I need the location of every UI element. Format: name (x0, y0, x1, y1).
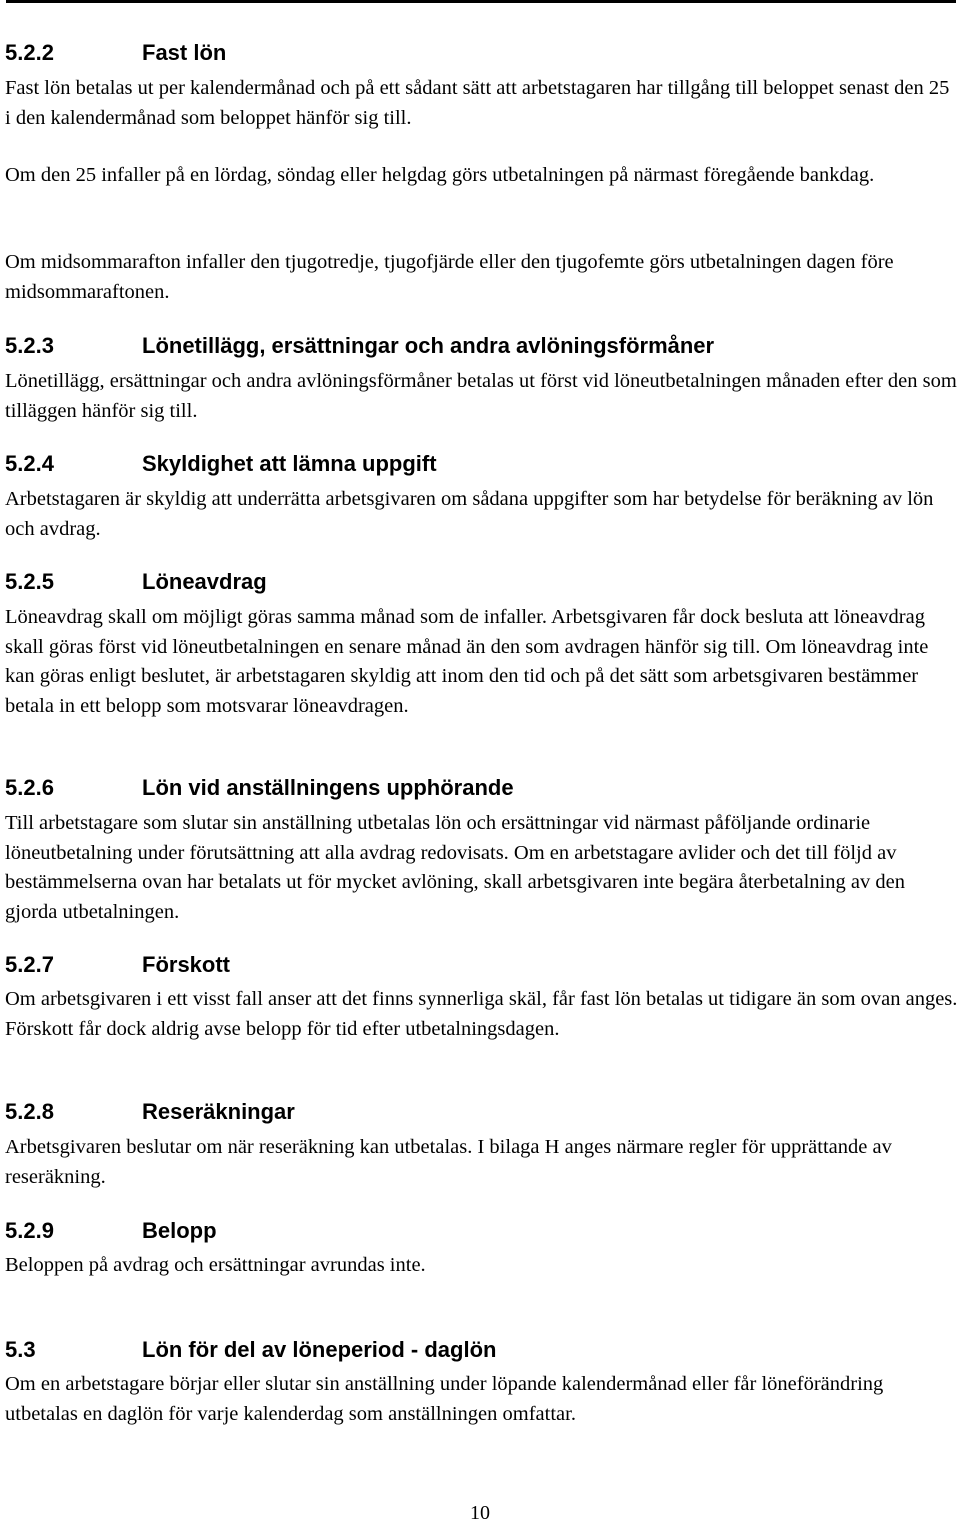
section-heading-5-2-5 (5, 569, 267, 595)
section-number: 5.2.3 (5, 333, 54, 358)
paragraph: Till arbetstagare som slutar sin anställning utbetalas lön och ersättningar vid närmast påföljande ordinarie löneutbetalning under förutsättning att alla avdrag redovisats. Om en arbetstagare avlider och det till följd av bestämmelserna ovan har betalats ut för mycket avlöning, skall arbetsgivaren inte begära återbetalning av den gjorda utbetalningen. (5, 812, 905, 923)
section-heading-5-2-7 (5, 952, 230, 978)
paragraph: Beloppen på avdrag och ersättningar avrundas inte. (5, 1254, 426, 1276)
section-heading-5-2-2 (5, 40, 226, 66)
paragraph: Om den 25 infaller på en lördag, söndag eller helgdag görs utbetalningen på närmast föregående bankdag. (5, 164, 875, 186)
section-number: 5.2.9 (5, 1218, 54, 1243)
section-number: 5.2.6 (5, 775, 54, 800)
section-number: 5.3 (5, 1337, 36, 1362)
paragraph: Arbetstagaren är skyldig att underrätta arbetsgivaren om sådana uppgifter som har betydelse för beräkning av lön och avdrag. (5, 488, 934, 540)
section-number: 5.2.2 (5, 40, 54, 65)
paragraph: Löneavdrag skall om möjligt göras samma månad som de infaller. Arbetsgivaren får dock besluta att löneavdrag skall göras först vid löneutbetalningen en senare månad än den som avdragen hänför sig till. Om löneavdrag inte kan göras enligt beslutet, är arbetstagaren skyldig att inom den tid och på det sätt som arbetsgivaren bestämmer betala in ett belopp som motsvarar löneavdragen. (5, 606, 929, 717)
section-title: Reseräkningar (142, 1099, 295, 1124)
section-title: Belopp (142, 1218, 217, 1243)
paragraph: Arbetsgivaren beslutar om när reseräkning kan utbetalas. I bilaga H anges närmare regler för upprättande av reseräkning. (5, 1136, 892, 1188)
section-title: Förskott (142, 952, 230, 977)
section-heading-5-2-6 (5, 775, 514, 801)
top-rule (6, 0, 956, 3)
paragraph: Om en arbetstagare börjar eller slutar sin anställning under löpande kalendermånad eller får löneförändring utbetalas en daglön för varje kalenderdag som anställningen omfattar. (5, 1373, 884, 1425)
section-heading-5-2-3 (5, 333, 714, 359)
section-heading-5-2-4 (5, 451, 437, 477)
paragraph: Om arbetsgivaren i ett visst fall anser att det finns synnerliga skäl, får fast lön betalas ut tidigare än som ovan anges. Förskott får dock aldrig avse belopp för tid efter utbetalningsdagen. (5, 988, 958, 1040)
page-number: 10 (470, 1502, 490, 1524)
section-number: 5.2.5 (5, 569, 54, 594)
section-title: Löneavdrag (142, 569, 267, 594)
paragraph: Fast lön betalas ut per kalendermånad och på ett sådant sätt att arbetstagaren har tillgång till beloppet senast den 25 i den kalendermånad som beloppet hänför sig till. (5, 77, 950, 129)
section-title: Lönetillägg, ersättningar och andra avlöningsförmåner (142, 333, 715, 358)
section-title: Skyldighet att lämna uppgift (142, 451, 437, 476)
section-title: Fast lön (142, 40, 227, 65)
section-heading-5-2-8 (5, 1099, 295, 1125)
section-heading-5-2-9 (5, 1218, 217, 1244)
section-title: Lön vid anställningens upphörande (142, 775, 514, 800)
section-number: 5.2.8 (5, 1099, 54, 1124)
section-heading-5-3 (5, 1337, 496, 1363)
paragraph: Om midsommarafton infaller den tjugotredje, tjugofjärde eller den tjugofemte görs utbetalningen dagen före midsommaraftonen. (5, 251, 894, 303)
paragraph: Lönetillägg, ersättningar och andra avlöningsförmåner betalas ut först vid löneutbetalningen månaden efter den som tilläggen hänför sig till. (5, 370, 957, 422)
section-number: 5.2.7 (5, 952, 54, 977)
section-number: 5.2.4 (5, 451, 54, 476)
section-title: Lön för del av löneperiod - daglön (142, 1337, 497, 1362)
